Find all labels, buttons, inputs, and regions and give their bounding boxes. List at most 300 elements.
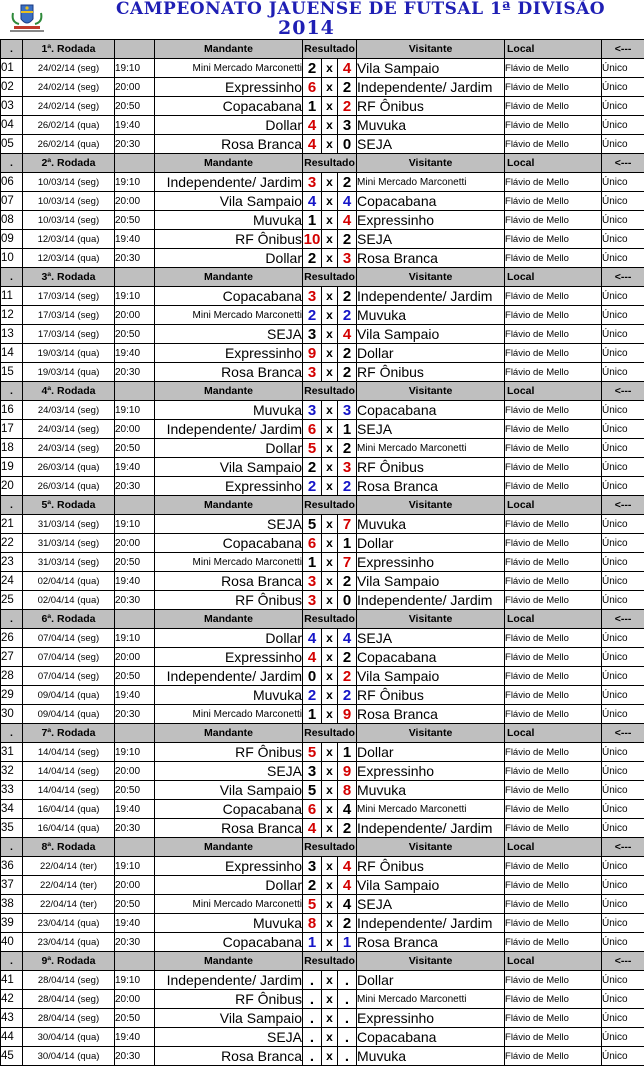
local-header: Local: [505, 610, 602, 629]
away-score: 4: [338, 325, 357, 344]
game-date: 16/04/14 (qua): [23, 800, 115, 819]
turno: Único: [602, 249, 644, 268]
game-number: 04: [1, 116, 23, 135]
away-score: 4: [338, 876, 357, 895]
game-number: 11: [1, 287, 23, 306]
turno: Único: [602, 420, 644, 439]
game-number: 25: [1, 591, 23, 610]
score-separator: x: [322, 173, 338, 192]
venue: Flávio de Mello: [505, 876, 602, 895]
round-header-row: [1, 154, 644, 173]
away-score: 4: [338, 857, 357, 876]
city-crest-logo: [4, 2, 50, 34]
game-number: 07: [1, 192, 23, 211]
away-team: Independente/ Jardim: [357, 914, 505, 933]
away-team: SEJA: [357, 629, 505, 648]
game-date: 31/03/14 (seg): [23, 553, 115, 572]
mandante-header: Mandante: [155, 40, 303, 59]
score-separator: x: [322, 306, 338, 325]
resultado-header: Resultado: [303, 268, 357, 287]
turno: Único: [602, 59, 644, 78]
round-header-blank: [115, 154, 155, 173]
home-team: Copacabana: [155, 800, 303, 819]
home-score: 0: [303, 667, 322, 686]
turno: Único: [602, 458, 644, 477]
home-team: Rosa Branca: [155, 363, 303, 382]
game-row: [1, 192, 644, 211]
venue: Flávio de Mello: [505, 78, 602, 97]
game-date: 26/02/14 (qua): [23, 116, 115, 135]
game-row: [1, 458, 644, 477]
mandante-header: Mandante: [155, 496, 303, 515]
away-team: Rosa Branca: [357, 249, 505, 268]
local-header: Local: [505, 382, 602, 401]
venue: Flávio de Mello: [505, 287, 602, 306]
game-date: 10/03/14 (seg): [23, 211, 115, 230]
game-number: 28: [1, 667, 23, 686]
game-row: [1, 990, 644, 1009]
game-number: 45: [1, 1047, 23, 1066]
venue: Flávio de Mello: [505, 553, 602, 572]
game-number: 17: [1, 420, 23, 439]
round-header-dot: .: [1, 496, 23, 515]
mandante-header: Mandante: [155, 268, 303, 287]
turno: Único: [602, 553, 644, 572]
round-header-dot: .: [1, 952, 23, 971]
round-label: 7ª. Rodada: [23, 724, 115, 743]
game-date: 23/04/14 (qua): [23, 914, 115, 933]
game-row: [1, 135, 644, 154]
score-separator: x: [322, 876, 338, 895]
score-separator: x: [322, 971, 338, 990]
away-score: 4: [338, 800, 357, 819]
game-row: [1, 1047, 644, 1066]
resultado-header: Resultado: [303, 154, 357, 173]
round-header-row: [1, 724, 644, 743]
game-number: 10: [1, 249, 23, 268]
game-row: [1, 420, 644, 439]
game-number: 21: [1, 515, 23, 534]
game-number: 24: [1, 572, 23, 591]
home-team: Expressinho: [155, 857, 303, 876]
home-team: Dollar: [155, 629, 303, 648]
away-score: 7: [338, 553, 357, 572]
away-team: SEJA: [357, 230, 505, 249]
home-team: SEJA: [155, 515, 303, 534]
away-team: RF Ônibus: [357, 458, 505, 477]
away-team: Expressinho: [357, 211, 505, 230]
score-separator: x: [322, 914, 338, 933]
score-separator: x: [322, 857, 338, 876]
schedule-table: [0, 39, 644, 1066]
away-team: RF Ônibus: [357, 686, 505, 705]
home-team: Mini Mercado Marconetti: [155, 306, 303, 325]
game-number: 43: [1, 1009, 23, 1028]
game-number: 27: [1, 648, 23, 667]
game-row: [1, 116, 644, 135]
away-score: 2: [338, 648, 357, 667]
round-header-dot: .: [1, 268, 23, 287]
round-header-blank: [115, 724, 155, 743]
game-time: 20:30: [115, 249, 155, 268]
game-row: [1, 933, 644, 952]
game-time: 19:10: [115, 287, 155, 306]
away-team: Dollar: [357, 743, 505, 762]
game-date: 28/04/14 (seg): [23, 1009, 115, 1028]
home-team: Vila Sampaio: [155, 1009, 303, 1028]
home-score: 5: [303, 743, 322, 762]
away-team: Mini Mercado Marconetti: [357, 439, 505, 458]
game-date: 24/02/14 (seg): [23, 78, 115, 97]
game-time: 20:00: [115, 420, 155, 439]
away-score: 7: [338, 515, 357, 534]
away-team: Muvuka: [357, 116, 505, 135]
game-time: 19:40: [115, 686, 155, 705]
score-separator: x: [322, 1009, 338, 1028]
home-team: Muvuka: [155, 211, 303, 230]
game-row: [1, 439, 644, 458]
game-date: 24/03/14 (seg): [23, 420, 115, 439]
game-row: [1, 781, 644, 800]
round-header-blank: [115, 496, 155, 515]
venue: Flávio de Mello: [505, 458, 602, 477]
home-team: Independente/ Jardim: [155, 667, 303, 686]
home-team: RF Ônibus: [155, 230, 303, 249]
game-number: 30: [1, 705, 23, 724]
home-team: Mini Mercado Marconetti: [155, 553, 303, 572]
game-date: 14/04/14 (seg): [23, 743, 115, 762]
turno: Único: [602, 1028, 644, 1047]
score-separator: x: [322, 933, 338, 952]
visitante-header: Visitante: [357, 610, 505, 629]
away-team: Mini Mercado Marconetti: [357, 173, 505, 192]
score-separator: x: [322, 743, 338, 762]
away-score: 2: [338, 173, 357, 192]
home-score: 6: [303, 420, 322, 439]
game-time: 20:50: [115, 895, 155, 914]
home-team: Copacabana: [155, 534, 303, 553]
resultado-header: Resultado: [303, 382, 357, 401]
home-team: Rosa Branca: [155, 572, 303, 591]
away-score: 4: [338, 192, 357, 211]
local-header: Local: [505, 40, 602, 59]
home-team: SEJA: [155, 1028, 303, 1047]
turno: Único: [602, 800, 644, 819]
away-score: 3: [338, 116, 357, 135]
score-separator: x: [322, 990, 338, 1009]
away-score: 2: [338, 439, 357, 458]
game-row: [1, 211, 644, 230]
venue: Flávio de Mello: [505, 306, 602, 325]
game-time: 20:50: [115, 553, 155, 572]
visitante-header: Visitante: [357, 154, 505, 173]
away-team: Expressinho: [357, 762, 505, 781]
game-number: 33: [1, 781, 23, 800]
away-team: Muvuka: [357, 781, 505, 800]
venue: Flávio de Mello: [505, 857, 602, 876]
game-row: [1, 648, 644, 667]
away-score: 2: [338, 819, 357, 838]
home-score: 4: [303, 116, 322, 135]
home-team: Mini Mercado Marconetti: [155, 59, 303, 78]
game-number: 40: [1, 933, 23, 952]
turno: Único: [602, 230, 644, 249]
game-date: 12/03/14 (qua): [23, 249, 115, 268]
round-header-row: [1, 268, 644, 287]
away-team: SEJA: [357, 420, 505, 439]
score-separator: x: [322, 192, 338, 211]
game-time: 20:00: [115, 648, 155, 667]
local-header: Local: [505, 496, 602, 515]
turno: Único: [602, 173, 644, 192]
home-team: Vila Sampaio: [155, 781, 303, 800]
round-header-dot: .: [1, 838, 23, 857]
game-number: 38: [1, 895, 23, 914]
score-separator: x: [322, 249, 338, 268]
away-score: .: [338, 1028, 357, 1047]
away-score: 2: [338, 572, 357, 591]
venue: Flávio de Mello: [505, 705, 602, 724]
venue: Flávio de Mello: [505, 971, 602, 990]
game-date: 02/04/14 (qua): [23, 591, 115, 610]
away-score: 4: [338, 629, 357, 648]
away-score: 4: [338, 895, 357, 914]
game-date: 22/04/14 (ter): [23, 857, 115, 876]
game-time: 19:40: [115, 116, 155, 135]
game-date: 07/04/14 (seg): [23, 667, 115, 686]
round-header-row: [1, 40, 644, 59]
venue: Flávio de Mello: [505, 325, 602, 344]
venue: Flávio de Mello: [505, 173, 602, 192]
game-number: 08: [1, 211, 23, 230]
home-team: Copacabana: [155, 287, 303, 306]
game-time: 19:10: [115, 515, 155, 534]
game-time: 19:40: [115, 800, 155, 819]
turno: Único: [602, 591, 644, 610]
away-score: 1: [338, 420, 357, 439]
game-number: 31: [1, 743, 23, 762]
home-score: 2: [303, 477, 322, 496]
away-team: Independente/ Jardim: [357, 78, 505, 97]
home-score: 3: [303, 591, 322, 610]
game-time: 19:10: [115, 173, 155, 192]
turno: Único: [602, 192, 644, 211]
game-time: 20:00: [115, 192, 155, 211]
game-row: [1, 667, 644, 686]
mandante-header: Mandante: [155, 724, 303, 743]
game-number: 01: [1, 59, 23, 78]
game-number: 42: [1, 990, 23, 1009]
venue: Flávio de Mello: [505, 990, 602, 1009]
turno: Único: [602, 97, 644, 116]
game-number: 32: [1, 762, 23, 781]
game-date: 28/04/14 (seg): [23, 971, 115, 990]
game-time: 20:50: [115, 325, 155, 344]
arrow-header: <---: [602, 496, 644, 515]
away-team: Dollar: [357, 534, 505, 553]
game-time: 20:50: [115, 97, 155, 116]
away-team: Independente/ Jardim: [357, 819, 505, 838]
turno: Único: [602, 325, 644, 344]
home-team: RF Ônibus: [155, 990, 303, 1009]
game-date: 07/04/14 (seg): [23, 648, 115, 667]
away-team: Vila Sampaio: [357, 572, 505, 591]
away-team: Expressinho: [357, 553, 505, 572]
away-team: Copacabana: [357, 1028, 505, 1047]
game-date: 14/04/14 (seg): [23, 781, 115, 800]
resultado-header: Resultado: [303, 40, 357, 59]
home-team: Independente/ Jardim: [155, 971, 303, 990]
turno: Único: [602, 287, 644, 306]
away-team: Vila Sampaio: [357, 325, 505, 344]
home-score: 5: [303, 439, 322, 458]
home-team: Expressinho: [155, 648, 303, 667]
game-row: [1, 686, 644, 705]
score-separator: x: [322, 135, 338, 154]
home-team: Muvuka: [155, 401, 303, 420]
home-team: RF Ônibus: [155, 591, 303, 610]
game-date: 28/04/14 (seg): [23, 990, 115, 1009]
away-score: 2: [338, 363, 357, 382]
game-time: 19:10: [115, 59, 155, 78]
game-number: 05: [1, 135, 23, 154]
home-score: 4: [303, 192, 322, 211]
game-date: 24/03/14 (seg): [23, 401, 115, 420]
away-score: .: [338, 971, 357, 990]
turno: Único: [602, 933, 644, 952]
venue: Flávio de Mello: [505, 686, 602, 705]
away-score: 2: [338, 230, 357, 249]
game-row: [1, 705, 644, 724]
away-score: 2: [338, 287, 357, 306]
game-time: 20:00: [115, 534, 155, 553]
round-header-row: [1, 838, 644, 857]
arrow-header: <---: [602, 952, 644, 971]
venue: Flávio de Mello: [505, 781, 602, 800]
venue: Flávio de Mello: [505, 1009, 602, 1028]
local-header: Local: [505, 724, 602, 743]
venue: Flávio de Mello: [505, 135, 602, 154]
round-label: 4ª. Rodada: [23, 382, 115, 401]
venue: Flávio de Mello: [505, 1047, 602, 1066]
game-time: 19:40: [115, 344, 155, 363]
venue: Flávio de Mello: [505, 439, 602, 458]
venue: Flávio de Mello: [505, 800, 602, 819]
score-separator: x: [322, 686, 338, 705]
game-date: 26/03/14 (qua): [23, 458, 115, 477]
game-date: 22/04/14 (ter): [23, 876, 115, 895]
game-row: [1, 553, 644, 572]
turno: Único: [602, 705, 644, 724]
page-title: CAMPEONATO JAUENSE DE FUTSAL 1ª DIVISÃO: [116, 0, 605, 19]
resultado-header: Resultado: [303, 496, 357, 515]
home-team: Independente/ Jardim: [155, 420, 303, 439]
turno: Único: [602, 1009, 644, 1028]
game-date: 26/03/14 (qua): [23, 477, 115, 496]
game-number: 44: [1, 1028, 23, 1047]
venue: Flávio de Mello: [505, 629, 602, 648]
home-team: Vila Sampaio: [155, 458, 303, 477]
round-header-row: [1, 496, 644, 515]
turno: Único: [602, 78, 644, 97]
away-team: Expressinho: [357, 1009, 505, 1028]
game-time: 20:50: [115, 211, 155, 230]
mandante-header: Mandante: [155, 952, 303, 971]
venue: Flávio de Mello: [505, 914, 602, 933]
game-time: 20:30: [115, 1047, 155, 1066]
game-row: [1, 914, 644, 933]
game-date: 02/04/14 (qua): [23, 572, 115, 591]
venue: Flávio de Mello: [505, 591, 602, 610]
arrow-header: <---: [602, 610, 644, 629]
home-team: RF Ônibus: [155, 743, 303, 762]
turno: Único: [602, 534, 644, 553]
turno: Único: [602, 857, 644, 876]
mandante-header: Mandante: [155, 382, 303, 401]
away-team: Mini Mercado Marconetti: [357, 990, 505, 1009]
game-date: 09/04/14 (qua): [23, 686, 115, 705]
game-number: 37: [1, 876, 23, 895]
away-score: 2: [338, 97, 357, 116]
turno: Único: [602, 211, 644, 230]
home-score: .: [303, 1009, 322, 1028]
venue: Flávio de Mello: [505, 762, 602, 781]
away-team: RF Ônibus: [357, 97, 505, 116]
game-number: 35: [1, 819, 23, 838]
home-score: 6: [303, 78, 322, 97]
score-separator: x: [322, 59, 338, 78]
away-score: .: [338, 1047, 357, 1066]
home-score: 4: [303, 629, 322, 648]
away-score: 9: [338, 705, 357, 724]
round-header-blank: [115, 838, 155, 857]
venue: Flávio de Mello: [505, 819, 602, 838]
home-score: 1: [303, 211, 322, 230]
page-year: 2014: [278, 17, 335, 39]
venue: Flávio de Mello: [505, 648, 602, 667]
venue: Flávio de Mello: [505, 572, 602, 591]
game-time: 20:30: [115, 591, 155, 610]
away-team: Muvuka: [357, 515, 505, 534]
home-score: 3: [303, 173, 322, 192]
score-separator: x: [322, 401, 338, 420]
round-label: 2ª. Rodada: [23, 154, 115, 173]
game-row: [1, 363, 644, 382]
game-date: 14/04/14 (seg): [23, 762, 115, 781]
game-number: 18: [1, 439, 23, 458]
home-score: 2: [303, 306, 322, 325]
away-score: 4: [338, 59, 357, 78]
away-score: 1: [338, 933, 357, 952]
game-row: [1, 629, 644, 648]
round-label: 8ª. Rodada: [23, 838, 115, 857]
away-team: Copacabana: [357, 401, 505, 420]
score-separator: x: [322, 116, 338, 135]
game-row: [1, 249, 644, 268]
score-separator: x: [322, 572, 338, 591]
turno: Único: [602, 363, 644, 382]
game-row: [1, 743, 644, 762]
turno: Único: [602, 667, 644, 686]
turno: Único: [602, 515, 644, 534]
score-separator: x: [322, 420, 338, 439]
away-score: 3: [338, 401, 357, 420]
score-separator: x: [322, 439, 338, 458]
score-separator: x: [322, 363, 338, 382]
venue: Flávio de Mello: [505, 249, 602, 268]
game-time: 20:30: [115, 477, 155, 496]
game-date: 30/04/14 (qua): [23, 1047, 115, 1066]
